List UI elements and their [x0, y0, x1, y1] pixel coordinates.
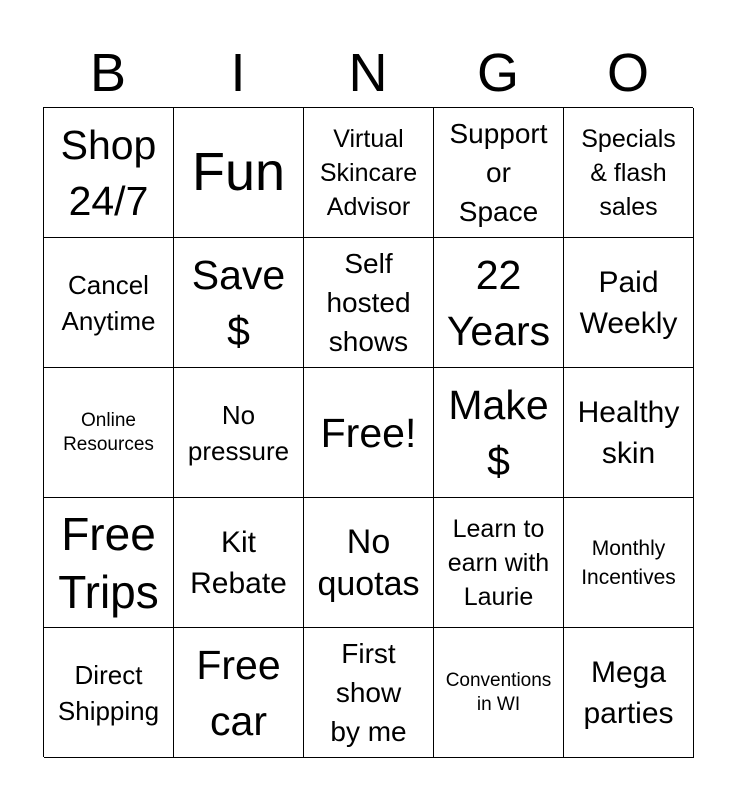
header-letter-b: B	[89, 43, 127, 103]
bingo-cell-text: Fun	[191, 142, 286, 202]
bingo-cell-r5c1	[44, 628, 174, 758]
bingo-cell-text: 22 Years	[446, 251, 551, 354]
bingo-cell-r3c4	[434, 368, 564, 498]
bingo-cell-text: Specials & flash sales	[581, 124, 676, 221]
bingo-cell-r5c5	[564, 628, 694, 758]
bingo-cell-text: Self hosted shows	[326, 248, 411, 357]
bingo-cell-r2c2	[174, 238, 304, 368]
bingo-cell-r1c1	[44, 108, 174, 238]
header-letter-g: G	[476, 43, 519, 103]
bingo-cell-r2c5	[564, 238, 694, 368]
bingo-cell-r3c2	[174, 368, 304, 498]
bingo-cell-text: Conventions in WI	[445, 669, 552, 715]
bingo-cell-text: Make $	[448, 381, 549, 484]
bingo-cell-text: Save $	[191, 251, 286, 354]
bingo-cell-text: Learn to earn with Laurie	[447, 514, 550, 611]
bingo-cell-r3c5	[564, 368, 694, 498]
bingo-cell-text: Healthy skin	[577, 395, 680, 470]
header-letter-o: O	[606, 43, 649, 103]
bingo-cell-r5c4	[434, 628, 564, 758]
bingo-header	[43, 40, 693, 106]
bingo-cell-text: No pressure	[187, 399, 290, 466]
bingo-cell-text: Virtual Skincare Advisor	[319, 124, 418, 221]
bingo-cell-r1c4	[434, 108, 564, 238]
bingo-cell-r1c3	[304, 108, 434, 238]
bingo-cell-r1c5	[564, 108, 694, 238]
bingo-cell-r4c5	[564, 498, 694, 628]
bingo-cell-text: Online Resources	[63, 409, 154, 455]
bingo-cell-text: Cancel Anytime	[61, 269, 156, 336]
bingo-cell-text: No quotas	[317, 522, 420, 603]
bingo-cell-r4c1	[44, 498, 174, 628]
header-letter-i: I	[230, 43, 246, 103]
bingo-cell-text: Support or Space	[449, 118, 548, 227]
bingo-cell-r5c2	[174, 628, 304, 758]
bingo-cell-r2c3	[304, 238, 434, 368]
bingo-cell-r1c2	[174, 108, 304, 238]
bingo-cell-text: Kit Rebate	[190, 525, 287, 600]
bingo-cell-text: Free Trips	[58, 507, 159, 618]
bingo-cell-text: Direct Shipping	[57, 659, 160, 726]
bingo-cell-text: First show by me	[330, 638, 407, 747]
bingo-cell-r3c3	[304, 368, 434, 498]
bingo-cell-text: Free!	[320, 409, 417, 456]
bingo-cell-r4c2	[174, 498, 304, 628]
bingo-cell-r2c4	[434, 238, 564, 368]
bingo-cell-text: Paid Weekly	[579, 265, 678, 340]
bingo-cell-text: Free car	[196, 641, 281, 744]
bingo-cell-text: Shop 24/7	[60, 121, 157, 224]
bingo-cell-r2c1	[44, 238, 174, 368]
bingo-cell-r5c3	[304, 628, 434, 758]
header-letter-n: N	[348, 43, 388, 103]
bingo-cell-text: Mega parties	[583, 655, 674, 730]
bingo-cell-r3c1	[44, 368, 174, 498]
bingo-cell-r4c3	[304, 498, 434, 628]
bingo-cell-text: Monthly Incentives	[581, 536, 676, 589]
bingo-card-grid	[43, 107, 693, 757]
bingo-cell-r4c4	[434, 498, 564, 628]
